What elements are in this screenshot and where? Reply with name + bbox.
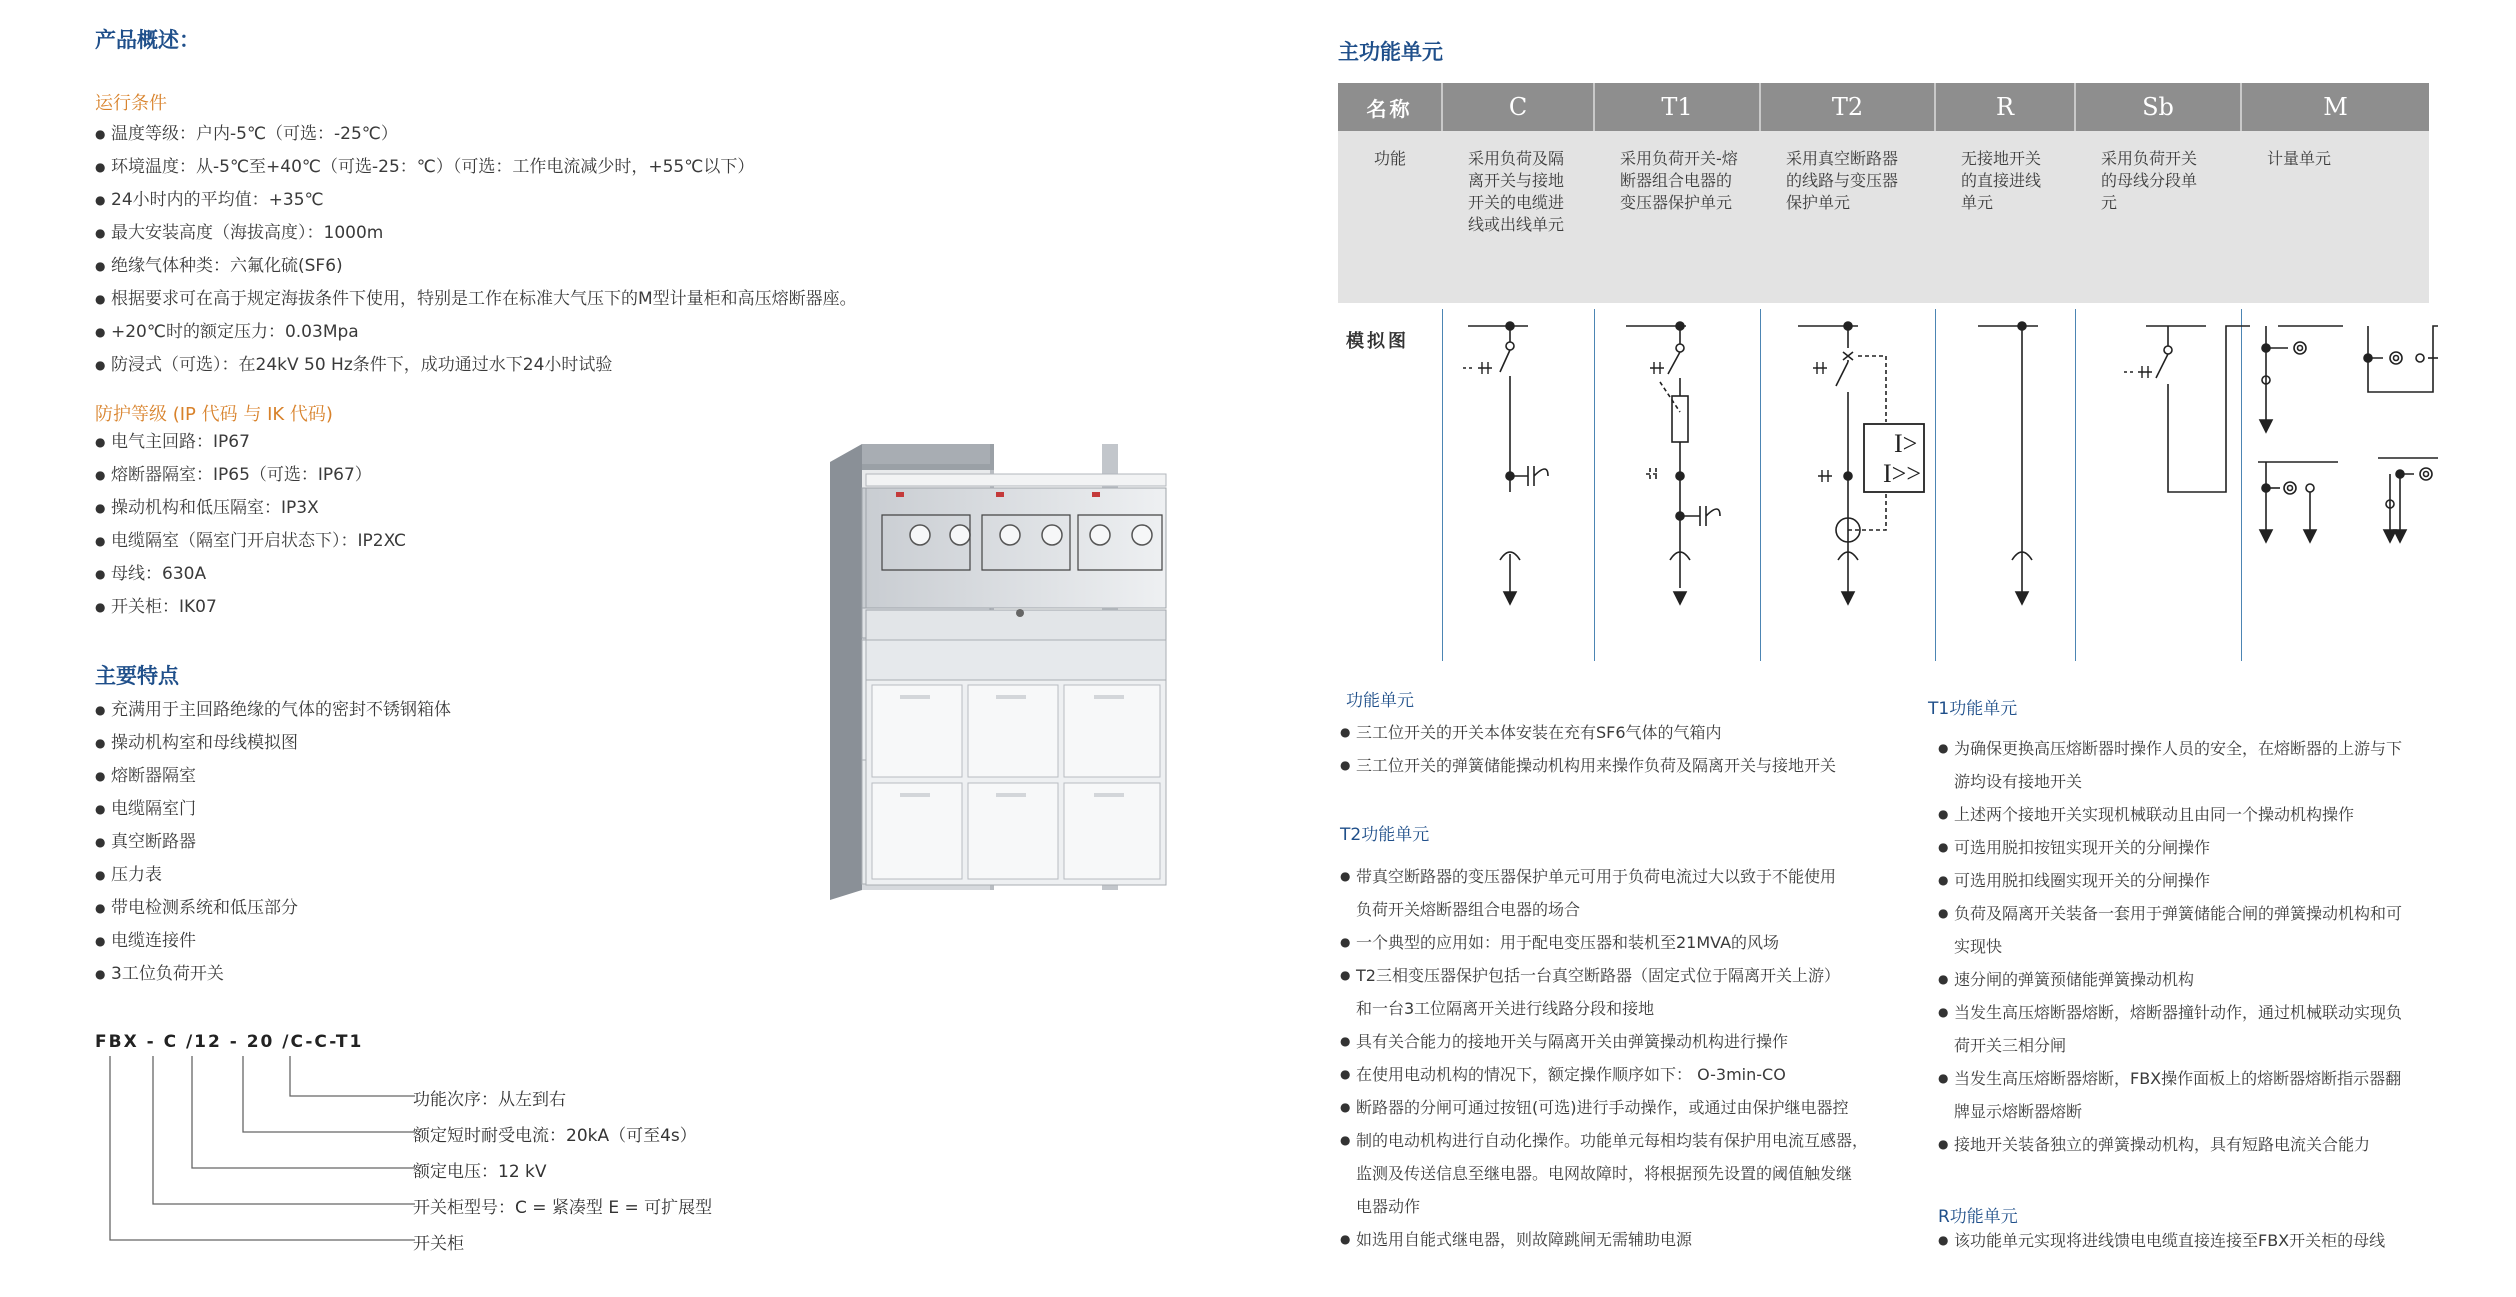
list-item: ● T2三相变压器保护包括一台真空断路器（固定式位于隔离开关上游） 和一台3工位隔离开关进行线路分段和接地: [1340, 959, 1868, 1025]
list-item: ● 操动机构室和母线模拟图: [95, 727, 451, 760]
model-annotation: 功能次序：从左到右: [413, 1090, 566, 1110]
function-cell: 采用负荷开关的母线分段单元: [2101, 149, 2198, 212]
diagram-c: [1463, 322, 1548, 604]
list-item: ● 断路器的分闸可通过按钮(可选)进行手动操作，或通过由保护继电器控: [1340, 1091, 1868, 1124]
model-code-leader-lines: [95, 1052, 425, 1252]
list-item: ● 最大安装高度（海拔高度）：1000m: [95, 217, 857, 250]
list-item: ● 当发生高压熔断器熔断，FBX操作面板上的熔断器熔断指示器翻 牌显示熔断器熔断: [1938, 1062, 2402, 1128]
diagram-t1: [1626, 322, 1720, 604]
table-header-sb: Sb: [2075, 83, 2241, 131]
list-item: ● 三工位开关的开关本体安装在充有SF6气体的气箱内: [1340, 716, 1836, 749]
list-item: ● +20℃时的额定压力：0.03Mpa: [95, 316, 857, 349]
list-item: ● 电缆隔室（隔室门开启状态下）：IP2XC: [95, 525, 406, 558]
list-item: ● 充满用于主回路绝缘的气体的密封不锈钢箱体: [95, 694, 451, 727]
function-cell: 无接地开关的直接进线单元: [1961, 149, 2042, 212]
model-annotation: 额定电压：12 kV: [413, 1162, 547, 1182]
table-header-name: 名称: [1338, 83, 1442, 131]
list-item: ● 三工位开关的弹簧储能操动机构用来操作负荷及隔离开关与接地开关: [1340, 749, 1836, 782]
list-item: ● 可选用脱扣线圈实现开关的分闸操作: [1938, 864, 2402, 897]
list-item: ● 带电检测系统和低压部分: [95, 892, 451, 925]
table-header-r: R: [1935, 83, 2075, 131]
diagram-m: [2258, 326, 2438, 542]
t1-unit-title: T1功能单元: [1928, 699, 2018, 719]
diagram-sb: [2124, 326, 2250, 492]
function-cell: 计量单元: [2267, 149, 2332, 168]
r-unit-list: [1938, 1224, 2385, 1257]
diagram-r: [1978, 322, 2038, 604]
list-item: ● 速分闸的弹簧预储能弹簧操动机构: [1938, 963, 2402, 996]
protection-list: [95, 426, 406, 624]
model-code: FBX - C /12 - 20 /C-C-T1: [95, 1032, 364, 1052]
list-item: ● 上述两个接地开关实现机械联动且由同一个操动机构操作: [1938, 798, 2402, 831]
function-cell: 采用负荷开关-熔断器组合电器的变压器保护单元: [1620, 149, 1738, 212]
table-header-c: C: [1442, 83, 1594, 131]
features-list: [95, 694, 451, 991]
list-item: ● 防浸式（可选）：在24kV 50 Hz条件下，成功通过水下24小时试验: [95, 349, 857, 382]
list-item: ● 制的电动机构进行自动化操作。功能单元每相均装有保护用电流互感器， 监测及传送信息至继电器。电网故障时，将根据预先设置的阈值触发继 电器动作: [1340, 1124, 1868, 1223]
list-item: ● 压力表: [95, 859, 451, 892]
operating-conditions-list: [95, 118, 857, 382]
overview-title: 产品概述：: [95, 28, 200, 52]
list-item: ● 真空断路器: [95, 826, 451, 859]
list-item: ● 电气主回路：IP67: [95, 426, 406, 459]
list-item: ● 熔断器隔室：IP65（可选：IP67）: [95, 459, 406, 492]
relay-label-instantaneous: I>>: [1883, 459, 1921, 488]
function-cell: 采用真空断路器的线路与变压器保护单元: [1786, 149, 1899, 212]
relay-label-overcurrent: I>: [1894, 429, 1918, 458]
list-item: ● 负荷及隔离开关装备一套用于弹簧储能合闸的弹簧操动机构和可 实现快: [1938, 897, 2402, 963]
list-item: ● 当发生高压熔断器熔断，熔断器撞针动作，通过机械联动实现负 荷开关三相分闸: [1938, 996, 2402, 1062]
list-item: ● 熔断器隔室: [95, 760, 451, 793]
t1-unit-list: [1938, 732, 2402, 1161]
list-item: ● 开关柜：IK07: [95, 591, 406, 624]
list-item: ● 环境温度：从-5℃至+40℃（可选-25：℃）（可选：工作电流减少时，+55℃以下）: [95, 151, 857, 184]
list-item: ● 根据要求可在高于规定海拔条件下使用，特别是工作在标准大气压下的M型计量柜和高压熔断器座。: [95, 283, 857, 316]
list-item: ● 接地开关装备独立的弹簧操动机构，具有短路电流关合能力: [1938, 1128, 2402, 1161]
function-row-label: 功能: [1338, 131, 1442, 303]
func-unit-title: 功能单元: [1346, 691, 1414, 711]
table-header-t2: T2: [1760, 83, 1935, 131]
list-item: ● 操动机构和低压隔室：IP3X: [95, 492, 406, 525]
main-function-units-title: 主功能单元: [1338, 40, 1443, 64]
func-unit-list: [1340, 716, 1836, 782]
list-item: ● 为确保更换高压熔断器时操作人员的安全，在熔断器的上游与下 游均设有接地开关: [1938, 732, 2402, 798]
switchgear-cabinet-image: [820, 440, 1180, 910]
list-item: ● 3工位负荷开关: [95, 958, 451, 991]
list-item: ● 温度等级：户内-5℃（可选：-25℃）: [95, 118, 857, 151]
list-item: ● 在使用电动机构的情况下，额定操作顺序如下： O-3min-CO: [1340, 1058, 1868, 1091]
t2-unit-title: T2功能单元: [1340, 825, 1430, 845]
list-item: ● 电缆连接件: [95, 925, 451, 958]
diagram-row-label: 模拟图: [1346, 331, 1409, 352]
list-item: ● 带真空断路器的变压器保护单元可用于负荷电流过大以致于不能使用 负荷开关熔断器组合电器的场合: [1340, 860, 1868, 926]
list-item: ● 一个典型的应用如：用于配电变压器和装机至21MVA的风场: [1340, 926, 1868, 959]
list-item: ● 具有关合能力的接地开关与隔离开关由弹簧操动机构进行操作: [1340, 1025, 1868, 1058]
list-item: ● 该功能单元实现将进线馈电电缆直接连接至FBX开关柜的母线: [1938, 1224, 2385, 1257]
model-annotation: 开关柜型号：C = 紧凑型 E = 可扩展型: [413, 1198, 713, 1218]
features-title: 主要特点: [95, 664, 179, 688]
list-item: ● 如选用自能式继电器，则故障跳闸无需辅助电源: [1340, 1223, 1868, 1256]
list-item: ● 可选用脱扣按钮实现开关的分闸操作: [1938, 831, 2402, 864]
model-annotation: 额定短时耐受电流：20kA（可至4s）: [413, 1126, 697, 1146]
table-header-m: M: [2241, 83, 2429, 131]
operating-conditions-title: 运行条件: [95, 93, 167, 114]
list-item: ● 绝缘气体种类：六氟化硫(SF6): [95, 250, 857, 283]
protection-title: 防护等级 (IP 代码 与 IK 代码): [95, 404, 333, 425]
t2-unit-list: [1340, 860, 1868, 1256]
list-item: ● 母线：630A: [95, 558, 406, 591]
table-header-t1: T1: [1594, 83, 1760, 131]
function-cell: 采用负荷及隔离开关与接地开关的电缆进线或出线单元: [1468, 149, 1565, 234]
single-line-diagrams: [1338, 292, 2438, 644]
list-item: ● 电缆隔室门: [95, 793, 451, 826]
r-unit-title: R功能单元: [1938, 1207, 2018, 1227]
list-item: ● 24小时内的平均值：+35℃: [95, 184, 857, 217]
model-annotation: 开关柜: [413, 1234, 464, 1254]
